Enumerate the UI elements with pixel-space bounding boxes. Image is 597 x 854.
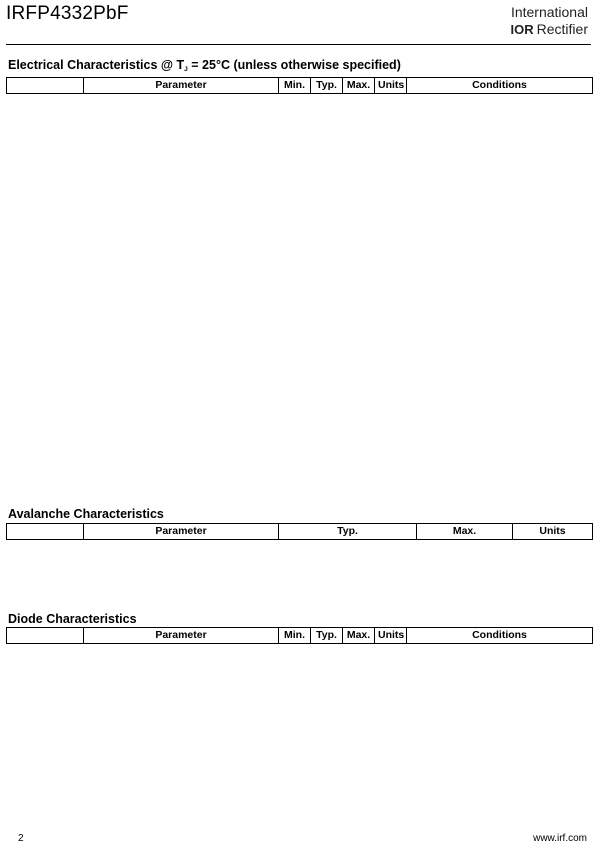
col-units: Units [513,524,593,540]
electrical-table [6,77,593,94]
col-parameter: Parameter [84,524,279,540]
avalanche-table [6,523,593,540]
logo-line1: International [510,4,588,20]
table-header-row [7,628,593,644]
col-units: Units [375,78,407,94]
logo [511,21,588,37]
logo-line2: Rectifier [536,21,588,37]
col-typ: Typ. [311,628,343,644]
col-parameter: Parameter [84,78,279,94]
avalanche-title: Avalanche Characteristics [8,507,164,521]
website: www.irf.com [533,833,587,844]
logo-mark: IOR [510,22,534,37]
part-number: IRFP4332PbF [6,3,129,24]
col-max: Max. [343,628,375,644]
col-max: Max. [343,78,375,94]
diode-title: Diode Characteristics [8,612,137,626]
col-units: Units [375,628,407,644]
electrical-title: Electrical Characteristics @ $T_J = 25^\circ C$ (unless otherwise specified) [8,58,401,73]
header-rule [6,44,591,45]
col-parameter: Parameter [84,628,279,644]
col-typ: Typ. [279,524,417,540]
col-max: Max. [417,524,513,540]
col-conditions: Conditions [407,628,593,644]
col-typ: Typ. [311,78,343,94]
table-header-row [7,78,593,94]
col-min: Min. [279,628,311,644]
diode-table [6,627,593,644]
col-conditions: Conditions [407,78,593,94]
page-number: 2 [18,833,24,844]
table-header-row [7,524,593,540]
col-min: Min. [279,78,311,94]
